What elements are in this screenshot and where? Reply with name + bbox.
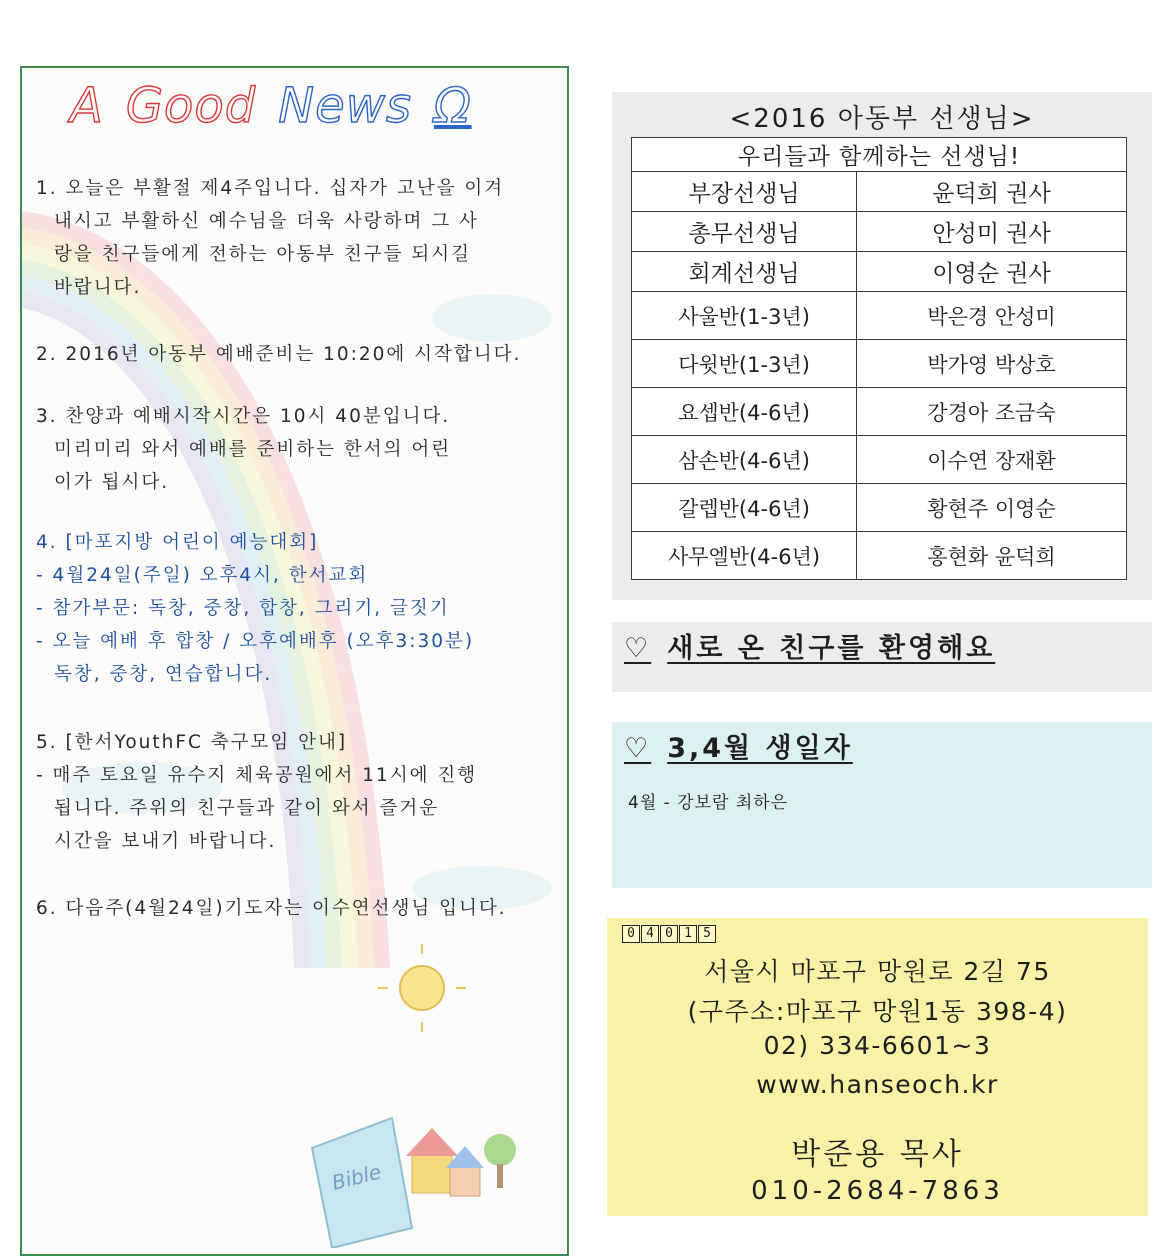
welcome-section	[612, 622, 1152, 692]
title-word-news: News	[278, 78, 412, 134]
good-news-panel	[20, 66, 569, 1256]
table-row	[632, 252, 1127, 292]
table-row	[632, 484, 1127, 532]
news-item-5-line-1: 5. [한서YouthFC 축구모임 안내]	[36, 732, 348, 753]
teacher-role: 부장선생님	[632, 172, 857, 212]
heart-icon: ♡	[624, 633, 652, 664]
teachers-title: <2016 아동부 선생님>	[729, 104, 1035, 134]
pastor-phone: 010-2684-7863	[751, 1176, 1004, 1206]
church-website[interactable]: www.hanseoch.kr	[756, 1070, 999, 1099]
teacher-role: 삼손반(4-6년)	[632, 436, 857, 484]
teacher-names: 안성미 권사	[857, 212, 1127, 252]
teacher-names: 강경아 조금숙	[857, 388, 1127, 436]
teachers-table-header: 우리들과 함께하는 선생님!	[632, 138, 1127, 172]
teacher-names: 이영순 권사	[857, 252, 1127, 292]
pastor-name: 박준용 목사	[791, 1137, 964, 1172]
news-item-1-line-2: 내시고 부활하신 예수님을 더욱 사랑하며 그 사	[54, 211, 479, 232]
title-word-good: Good	[125, 78, 257, 134]
teachers-section	[612, 92, 1152, 600]
teacher-names: 이수연 장재환	[857, 436, 1127, 484]
teachers-table	[631, 137, 1127, 580]
table-row	[632, 340, 1127, 388]
postal-code	[622, 925, 717, 943]
bible-house-illustration	[272, 928, 569, 1248]
news-item-4-line-2: - 4월24일(주일) 오후4시, 한서교회	[36, 565, 369, 586]
birthday-section	[612, 722, 1152, 888]
news-item-1-line-1: 1. 오늘은 부활절 제4주입니다. 십자가 고난을 이겨	[36, 178, 505, 199]
teacher-names: 박가영 박상호	[857, 340, 1127, 388]
postal-digit: 5	[698, 925, 716, 943]
teacher-role: 회계선생님	[632, 252, 857, 292]
birthday-heading	[624, 726, 853, 765]
church-address: 서울시 마포구 망원로 2길 75	[704, 957, 1051, 986]
teacher-names: 윤덕희 권사	[857, 172, 1127, 212]
news-item-5-line-4: 시간을 보내기 바랍니다.	[54, 831, 277, 852]
table-row	[632, 292, 1127, 340]
teacher-role: 요셉반(4-6년)	[632, 388, 857, 436]
title-omega-symbol: Ω	[433, 78, 472, 134]
news-item-4	[36, 526, 556, 691]
sun-icon	[400, 966, 444, 1010]
news-item-4-line-3: - 참가부문: 독창, 중창, 합창, 그리기, 글짓기	[36, 598, 450, 619]
welcome-heading-text: 새로 온 친구를 환영해요	[667, 633, 996, 664]
teacher-names: 황현주 이영순	[857, 484, 1127, 532]
news-item-1-line-4: 바랍니다.	[54, 277, 142, 298]
house-icon	[412, 1153, 452, 1193]
news-item-3	[36, 400, 556, 499]
news-item-3-line-1: 3. 찬양과 예배시작시간은 10시 40분입니다.	[36, 406, 451, 427]
news-item-5-line-3: 됩니다. 주위의 친구들과 같이 와서 즐거운	[54, 798, 440, 819]
news-item-1-line-3: 랑을 친구들에게 전하는 아동부 친구들 되시길	[54, 244, 471, 265]
church-phone: 02) 334-6601~3	[763, 1031, 992, 1060]
birthday-heading-text: 3,4월 생일자	[667, 733, 853, 764]
news-item-1	[36, 172, 556, 304]
teacher-role: 갈렙반(4-6년)	[632, 484, 857, 532]
table-row	[632, 436, 1127, 484]
welcome-heading	[624, 626, 995, 665]
news-item-6	[36, 892, 556, 925]
title-word-a: A	[70, 78, 104, 134]
heart-icon: ♡	[624, 733, 652, 764]
bible-label: Bible	[329, 1159, 384, 1195]
church-old-address: (구주소:마포구 망원1동 398-4)	[687, 997, 1068, 1026]
news-item-2	[36, 338, 556, 371]
teacher-role: 사무엘반(4-6년)	[632, 532, 857, 580]
postal-digit: 0	[622, 925, 640, 943]
table-row	[632, 532, 1127, 580]
news-item-3-line-2: 미리미리 와서 예배를 준비하는 한서의 어린	[54, 439, 452, 460]
table-row	[632, 388, 1127, 436]
postal-digit: 4	[641, 925, 659, 943]
table-row	[632, 172, 1127, 212]
news-item-6-line-1: 6. 다음주(4월24일)기도자는 이수연선생님 입니다.	[36, 898, 507, 919]
postal-digit: 1	[679, 925, 697, 943]
postal-digit: 0	[660, 925, 678, 943]
news-item-4-line-4: - 오늘 예배 후 합창 / 오후예배후 (오후3:30분)	[36, 631, 475, 652]
table-row	[632, 212, 1127, 252]
teacher-role: 총무선생님	[632, 212, 857, 252]
teacher-names: 박은경 안성미	[857, 292, 1127, 340]
good-news-title	[70, 78, 472, 134]
news-item-2-line-1: 2. 2016년 아동부 예배준비는 10:20에 시작합니다.	[36, 344, 522, 365]
birthday-entry: 4월 - 강보람 최하은	[628, 793, 789, 813]
teacher-role: 사울반(1-3년)	[632, 292, 857, 340]
news-item-5	[36, 726, 556, 858]
teacher-role: 다윗반(1-3년)	[632, 340, 857, 388]
news-item-4-line-5: 독창, 중창, 연습합니다.	[54, 664, 273, 685]
news-item-3-line-3: 이가 됩시다.	[54, 472, 170, 493]
news-item-4-line-1: 4. [마포지방 어린이 예능대회]	[36, 532, 319, 553]
teacher-names: 홍현화 윤덕희	[857, 532, 1127, 580]
contact-section	[607, 918, 1148, 1216]
news-item-5-line-2: - 매주 토요일 유수지 체육공원에서 11시에 진행	[36, 765, 478, 786]
tree-icon	[484, 1134, 516, 1166]
